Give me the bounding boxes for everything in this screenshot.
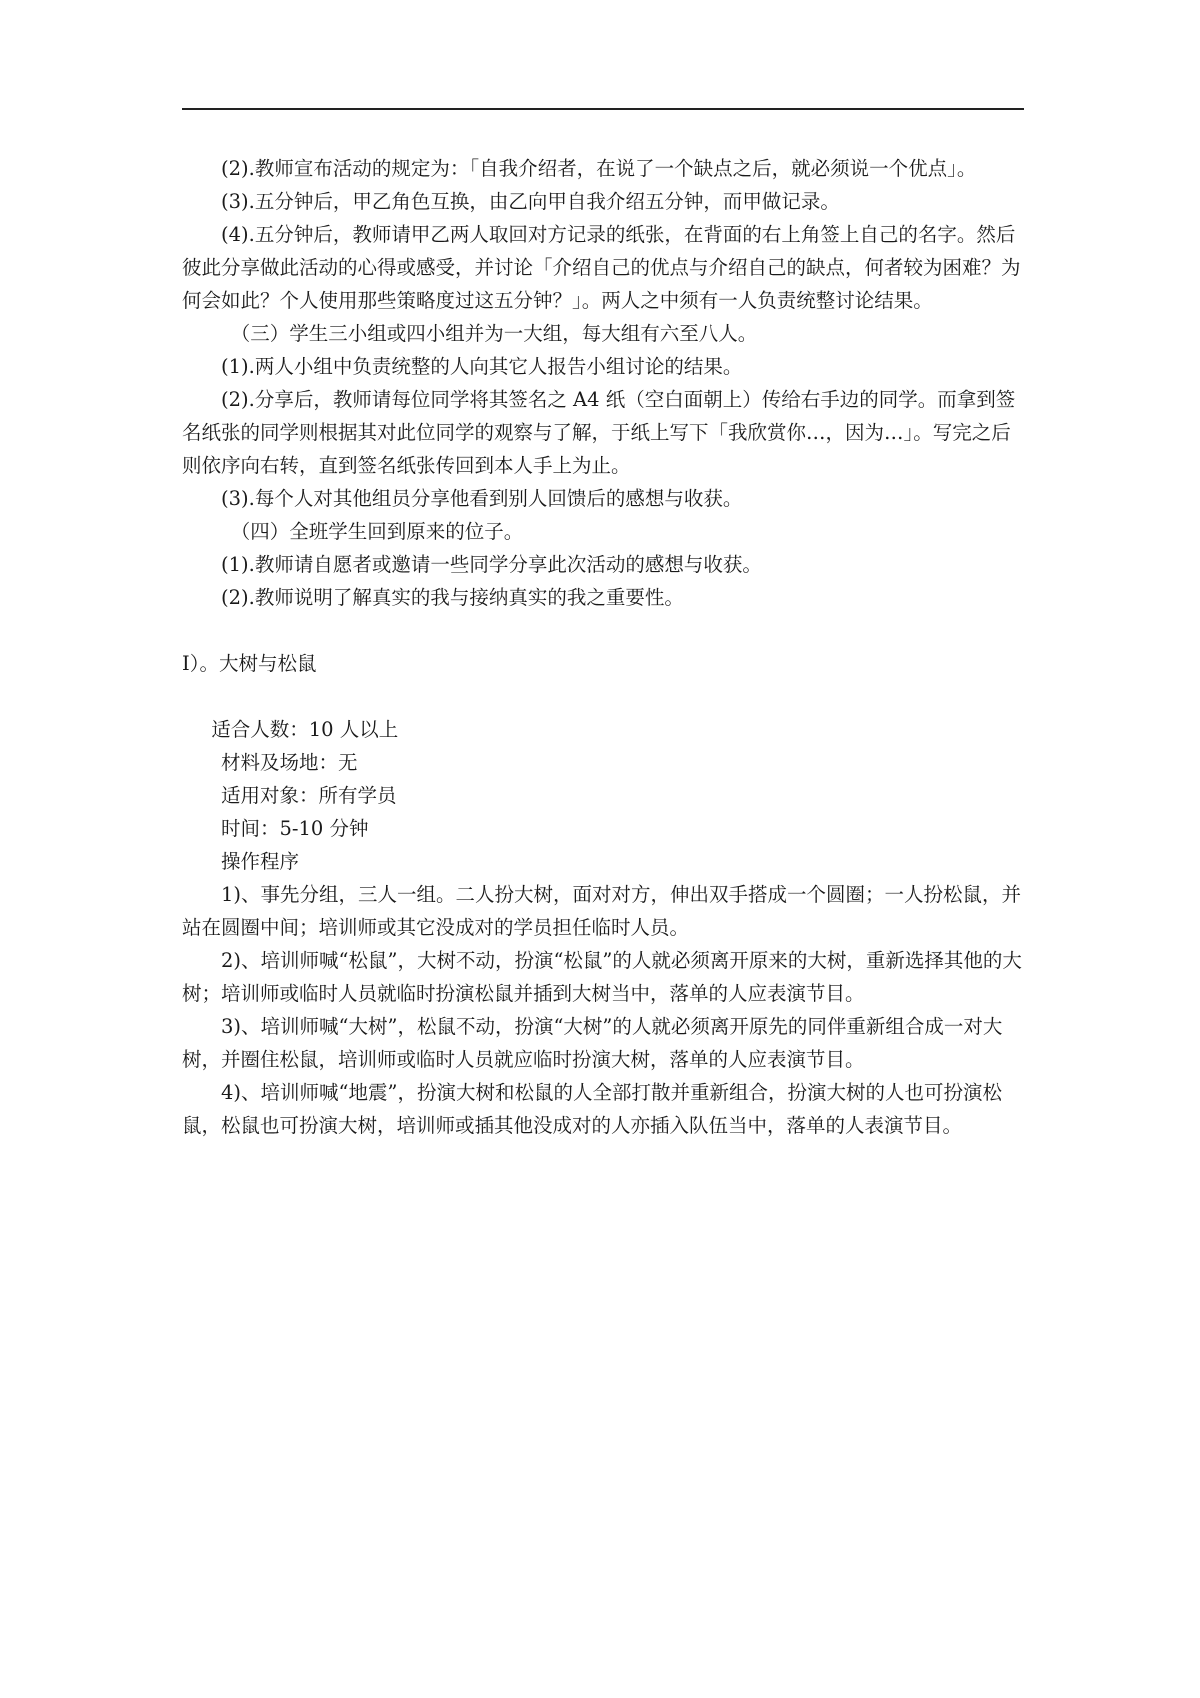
paragraph-group-1: (1).两人小组中负责统整的人向其它人报告小组讨论的结果。: [221, 355, 743, 378]
info-procedure: 操作程序: [221, 850, 300, 873]
step-3: 3)、培训师喊“大树”，松鼠不动，扮演“大树”的人就必须离开原先的同伴重新组合成一对大树，并圈住松鼠，培训师或临时人员就应临时扮演大树，落单的人应表演节目。: [182, 1015, 1003, 1071]
paragraph-class-1: (1).教师请自愿者或邀请一些同学分享此次活动的感想与收获。: [221, 553, 762, 576]
section-three-heading: （三）学生三小组或四小组并为一大组，每大组有六至八人。: [230, 322, 758, 345]
spacer: [182, 680, 1024, 713]
paragraph-group-2: (2).分享后，教师请每位同学将其签名之 A4 纸（空白面朝上）传给右手边的同学。而拿到签名纸张的同学则根据其对此位同学的观察与了解，于纸上写下「我欣赏你…，因为…」。写完之后则依序向右转，直到签名纸张传回到本人手上为止。: [182, 388, 1016, 477]
paragraph-class-2: (2).教师说明了解真实的我与接纳真实的我之重要性。: [221, 586, 684, 609]
section-four-heading: （四）全班学生回到原来的位子。: [230, 520, 524, 543]
step-1: 1)、事先分组，三人一组。二人扮大树，面对对方，伸出双手搭成一个圆圈；一人扮松鼠，并站在圆圈中间；培训师或其它没成对的学员担任临时人员。: [182, 883, 1022, 939]
document-body: [182, 152, 1024, 1142]
info-time: 时间：5-10 分钟: [221, 817, 369, 840]
step-4: 4)、培训师喊“地震”，扮演大树和松鼠的人全部打散并重新组合，扮演大树的人也可扮演松鼠，松鼠也可扮演大树，培训师或插其他没成对的人亦插入队伍当中，落单的人表演节目。: [182, 1081, 1002, 1137]
info-materials: 材料及场地：无: [221, 751, 358, 774]
paragraph-rule-3: (3).五分钟后，甲乙角色互换，由乙向甲自我介绍五分钟，而甲做记录。: [221, 190, 840, 213]
info-audience: 适用对象：所有学员: [221, 784, 397, 807]
spacer: [182, 614, 1024, 647]
paragraph-rule-4: (4).五分钟后，教师请甲乙两人取回对方记录的纸张，在背面的右上角签上自己的名字。然后彼此分享做此活动的心得或感受，并讨论「介绍自己的优点与介绍自己的缺点，何者较为困难？为何会如此？个人使用那些策略度过这五分钟？」。两人之中须有一人负责统整讨论结果。: [182, 223, 1021, 312]
paragraph-rule-2: (2).教师宣布活动的规定为：「自我介绍者，在说了一个缺点之后，就必须说一个优点」。: [221, 157, 977, 180]
step-2: 2)、培训师喊“松鼠”，大树不动，扮演“松鼠”的人就必须离开原来的大树，重新选择其他的大树；培训师或临时人员就临时扮演松鼠并插到大树当中，落单的人应表演节目。: [182, 949, 1022, 1005]
section-title: I）。大树与松鼠: [182, 652, 317, 675]
paragraph-group-3: (3).每个人对其他组员分享他看到别人回馈后的感想与收获。: [221, 487, 743, 510]
info-people: 适合人数：10 人以上: [211, 718, 399, 741]
header-rule: [182, 108, 1024, 110]
